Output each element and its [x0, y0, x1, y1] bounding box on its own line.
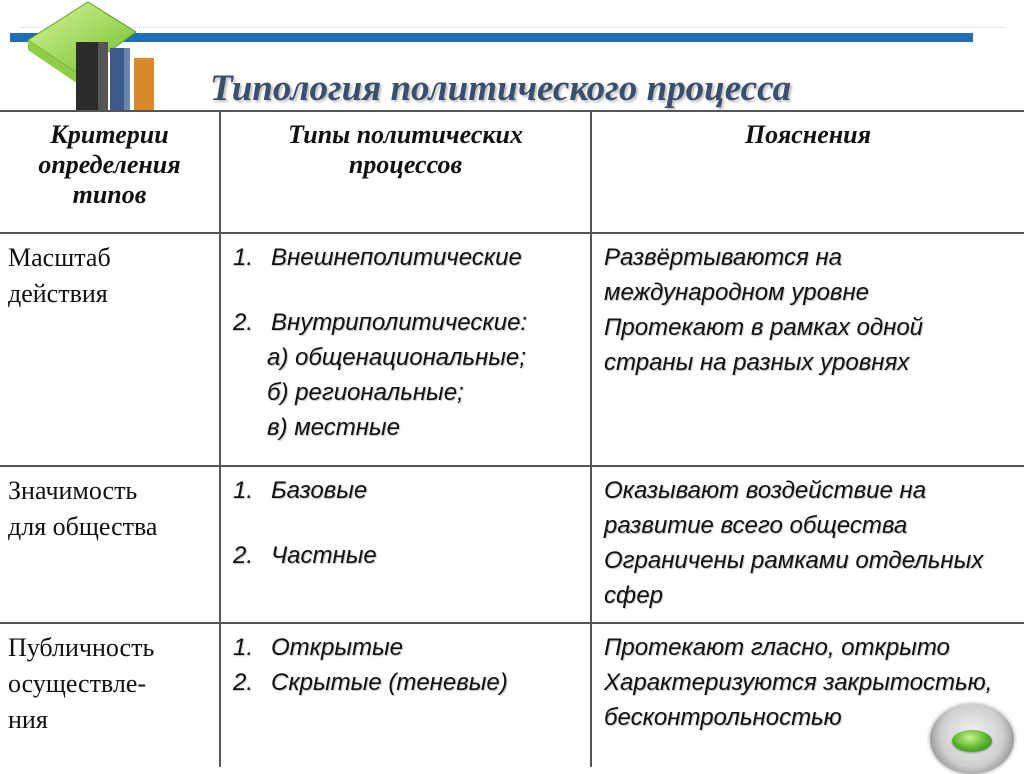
explanation-cell: Оказывают воздействие на развитие всего общества Ограничены рамками отдельных сфер: [591, 466, 1024, 623]
dotted-rule: [20, 27, 1004, 28]
explanation-cell: Протекают гласно, открыто Характеризуются закрытостью, бесконтрольностью: [591, 623, 1024, 767]
sub-item: в) местные: [267, 414, 400, 441]
types-cell: [220, 466, 591, 623]
table-row: [0, 233, 1024, 466]
header-types: Типы политических процессов: [220, 111, 591, 233]
sub-item: б) региональные;: [267, 379, 464, 406]
header-row: [0, 111, 1024, 233]
table-row: [0, 623, 1024, 767]
criterion-cell: Публичность осуществле- ния: [0, 623, 220, 767]
criterion-cell: Значимость для общества: [0, 466, 220, 623]
explanation-cell: Развёртываются на международном уровне Протекают в рамках одной страны на разных уровнях: [591, 233, 1024, 466]
header-explanations: Пояснения: [591, 111, 1024, 233]
header-criteria: Критерии определения типов: [0, 111, 220, 233]
types-cell: [220, 623, 591, 767]
books-icon: [18, 0, 158, 112]
green-gem-icon: [952, 730, 992, 752]
next-slide-button[interactable]: [930, 704, 1014, 774]
types-cell: [220, 233, 591, 466]
list-item: 2. Скрытые (теневые): [233, 669, 508, 696]
list-item: 1. Внешнеполитические: [233, 244, 522, 271]
sub-item: а) общенациональные;: [267, 344, 526, 371]
list-item: 1. Открытые: [233, 634, 403, 661]
table-row: [0, 466, 1024, 623]
typology-table: [0, 110, 1024, 767]
criterion-cell: Масштаб действия: [0, 233, 220, 466]
list-item: 2. Частные: [233, 542, 377, 569]
slide-title: Типология политического процесса: [210, 68, 792, 109]
list-item: 2. Внутриполитические:: [233, 309, 528, 336]
list-item: 1. Базовые: [233, 477, 368, 504]
